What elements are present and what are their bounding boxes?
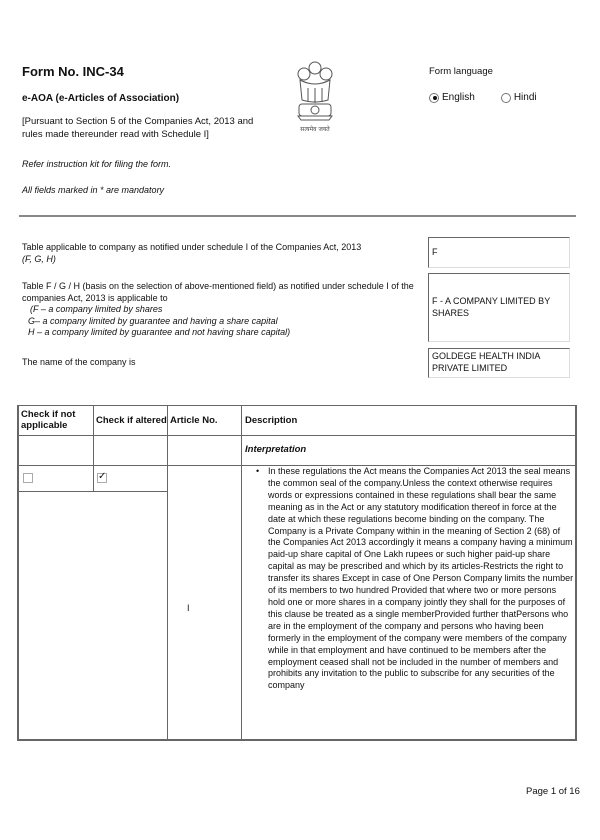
header-not-applicable: Check if not applicable	[21, 409, 76, 431]
article-number: I	[187, 603, 190, 613]
company-name-value: GOLDEGE HEALTH INDIA PRIVATE LIMITED	[432, 351, 540, 373]
table-divider	[19, 435, 575, 436]
form-language-label: Form language	[429, 66, 493, 77]
articles-table	[17, 405, 577, 741]
form-number: Form No. INC-34	[22, 64, 124, 79]
english-radio[interactable]	[429, 93, 439, 103]
table-divider	[241, 406, 242, 739]
table-divider	[19, 491, 168, 492]
form-subtitle: e-AOA (e-Articles of Association)	[22, 93, 180, 104]
table-applicable-value: F	[432, 246, 438, 257]
table-applicable-question	[22, 241, 422, 265]
mandatory-note: All fields marked in * are mandatory	[22, 185, 165, 195]
table-type-hint-f: (F – a company limited by shares	[30, 304, 163, 314]
table-applicable-field[interactable]	[428, 237, 570, 268]
english-label: English	[442, 92, 475, 103]
altered-checkbox[interactable]	[97, 473, 107, 483]
header-article-no: Article No.	[170, 415, 218, 426]
table-applicable-hint: (F, G, H)	[22, 254, 56, 264]
table-applicable-label: Table applicable to company as notified under schedule I of the Companies Act, 2013	[22, 242, 362, 252]
article-description	[256, 466, 574, 692]
header-altered: Check if altered	[96, 415, 167, 426]
section-divider	[19, 215, 576, 217]
not-applicable-checkbox[interactable]	[23, 473, 33, 483]
hindi-radio[interactable]	[501, 93, 511, 103]
instruction-note: Refer instruction kit for filing the form.	[22, 159, 172, 169]
table-type-hint-h: H – a company limited by guarantee and not having share capital)	[28, 327, 291, 337]
table-divider	[167, 406, 168, 739]
section-title: Interpretation	[245, 444, 307, 455]
form-language-options	[429, 92, 537, 103]
table-divider	[93, 406, 94, 492]
language-hindi-option[interactable]	[501, 92, 537, 103]
national-emblem-icon	[290, 58, 340, 136]
description-text: • In these regulations the Act means the Companies Act 2013 the seal means the common seal of the company.Unless the context otherwise requires words or expressions contained in these regulations shall bear the same meaning as in the Act or any statutory modification thereof in force at the date at which these regulations become binding on the company. The Company is a Private Company within in the meaning of Section 2 (68) of the Companies Act 2013 accordingly it means a company having a minimum paid-up share capital of One Lakh rupees or such higher paid-up share capital as may be prescribed and which by its articles-Restricts the right to transfer its shares Except in case of One Person Company limits the number of its members to two hundred Provided that where two or more persons hold one or more shares in a company jointly they shall for the purposes of this clause be treated as a single memberProvided further thatPersons who are in the employment of the company and persons who having been formerly in the employment of the company were members of the company while in that employment and have continued to be members after the employment ceased shall not be included in the number of members and prohibits any invitation to the public to subscribe for any securities of the company	[256, 466, 574, 692]
language-english-option[interactable]	[429, 92, 475, 103]
table-type-hint-g: G– a company limited by guarantee and having a share capital	[28, 315, 278, 326]
table-type-value: F - A COMPANY LIMITED BY SHARES	[432, 296, 551, 318]
table-type-field[interactable]	[428, 273, 570, 342]
company-name-label: The name of the company is	[22, 357, 136, 367]
table-type-label: Table F / G / H (basis on the selection of above-mentioned field) as notified under schedule I of the companies Act, 2013 is applicable to	[22, 281, 414, 303]
svg-text:सत्यमेव जयते: सत्यमेव जयते	[300, 126, 330, 133]
pursuant-note: [Pursuant to Section 5 of the Companies Act, 2013 and rules made thereunder read with Schedule I]	[22, 116, 254, 140]
header-description: Description	[245, 415, 298, 426]
company-name-field[interactable]	[428, 348, 570, 378]
page-number: Page 1 of 16	[526, 786, 580, 797]
table-type-question	[22, 281, 432, 339]
hindi-label: Hindi	[513, 92, 537, 103]
